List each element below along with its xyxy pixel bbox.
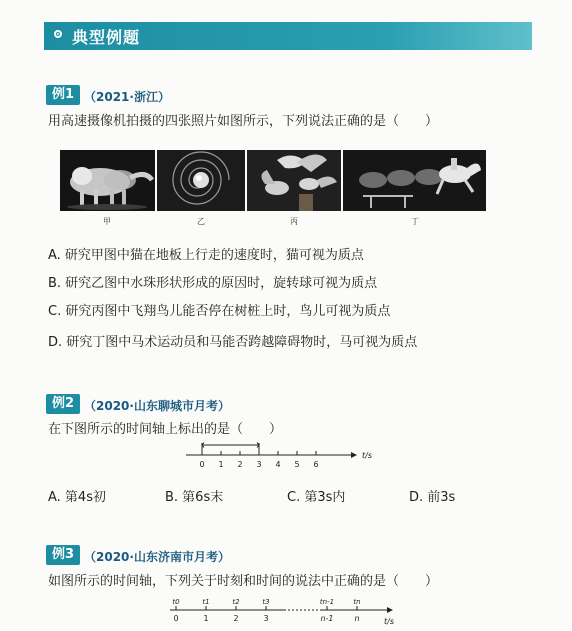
horse-image <box>343 150 486 211</box>
timeline-1-tick-0: 0 <box>199 460 205 469</box>
timeline-2-bottom-3: 3 <box>263 614 269 623</box>
timeline-2-ticks <box>176 606 357 610</box>
photo-cat <box>60 150 155 211</box>
timeline-1-unit: t/s <box>362 451 372 460</box>
example-2-option-b: B. 第6s末 <box>165 490 224 505</box>
timeline-1-tick-5: 5 <box>294 460 300 469</box>
timeline-2 <box>164 596 404 628</box>
example-2-source: （2020·山东聊城市月考） <box>84 399 230 413</box>
timeline-2-bottom-5: n <box>354 614 360 623</box>
timeline-2-bottom-0: 0 <box>173 614 179 623</box>
example-3-badge: 例3 <box>46 545 80 565</box>
photo-label-bing: 丙 <box>290 217 298 226</box>
timeline-1-tick-2: 2 <box>237 460 243 469</box>
example-1-badge: 例1 <box>46 85 80 105</box>
timeline-2-bottom-4: n-1 <box>320 614 334 623</box>
timeline-2-top-5: tn <box>353 598 361 606</box>
example-1-option-b: B. 研究乙图中水珠形状形成的原因时，旋转球可视为质点 <box>48 276 378 291</box>
timeline-2-top-4: tn-1 <box>319 598 335 606</box>
timeline-2-top-1: t1 <box>202 598 210 606</box>
example-2-question: 在下图所示的时间轴上标出的是（ ） <box>48 422 283 437</box>
timeline-2-unit: t/s <box>384 617 394 626</box>
example-2-badge: 例2 <box>46 394 80 414</box>
timeline-2-top-3: t3 <box>262 598 270 606</box>
example-2-option-d: D. 前3s <box>409 490 456 505</box>
example-1-option-c: C. 研究丙图中飞翔鸟儿能否停在树桩上时，鸟儿可视为质点 <box>48 304 391 319</box>
photo-horse <box>343 150 486 211</box>
example-3-source: （2020·山东济南市月考） <box>84 550 230 564</box>
timeline-2-top-2: t2 <box>232 598 240 606</box>
section-header <box>44 22 532 50</box>
timeline-2-top-0: t0 <box>172 598 180 606</box>
timeline-1-tick-4: 4 <box>275 460 281 469</box>
timeline-1-tick-3: 3 <box>256 460 262 469</box>
spiral-image <box>157 150 245 211</box>
timeline-2-bottom-1: 1 <box>203 614 209 623</box>
cat-image <box>60 150 155 211</box>
example-2-option-a: A. 第4s初 <box>48 490 106 505</box>
target-icon <box>54 30 62 38</box>
example-2-option-c: C. 第3s内 <box>287 490 346 505</box>
example-1-question: 用高速摄像机拍摄的四张照片如图所示，下列说法正确的是（ ） <box>48 114 439 129</box>
photo-label-yi: 乙 <box>197 217 205 226</box>
photo-label-jia: 甲 <box>103 217 111 226</box>
example-1-option-d: D. 研究丁图中马术运动员和马能否跨越障碍物时，马可视为质点 <box>48 335 418 350</box>
example-1-source: （2021·浙江） <box>84 90 170 104</box>
timeline-1-tick-6: 6 <box>313 460 319 469</box>
timeline-1-bracket <box>202 443 259 456</box>
timeline-1 <box>180 440 380 474</box>
example-3-question: 如图所示的时间轴，下列关于时刻和时间的说法中正确的是（ ） <box>48 574 439 589</box>
photo-spinning-ball <box>157 150 245 211</box>
bird-image <box>247 150 341 211</box>
section-title: 典型例题 <box>72 28 141 47</box>
timeline-1-tick-1: 1 <box>218 460 224 469</box>
example-1-option-a: A. 研究甲图中猫在地板上行走的速度时，猫可视为质点 <box>48 248 364 263</box>
timeline-2-bottom-2: 2 <box>233 614 239 623</box>
photo-label-ding: 丁 <box>411 217 419 226</box>
photo-bird <box>247 150 341 211</box>
